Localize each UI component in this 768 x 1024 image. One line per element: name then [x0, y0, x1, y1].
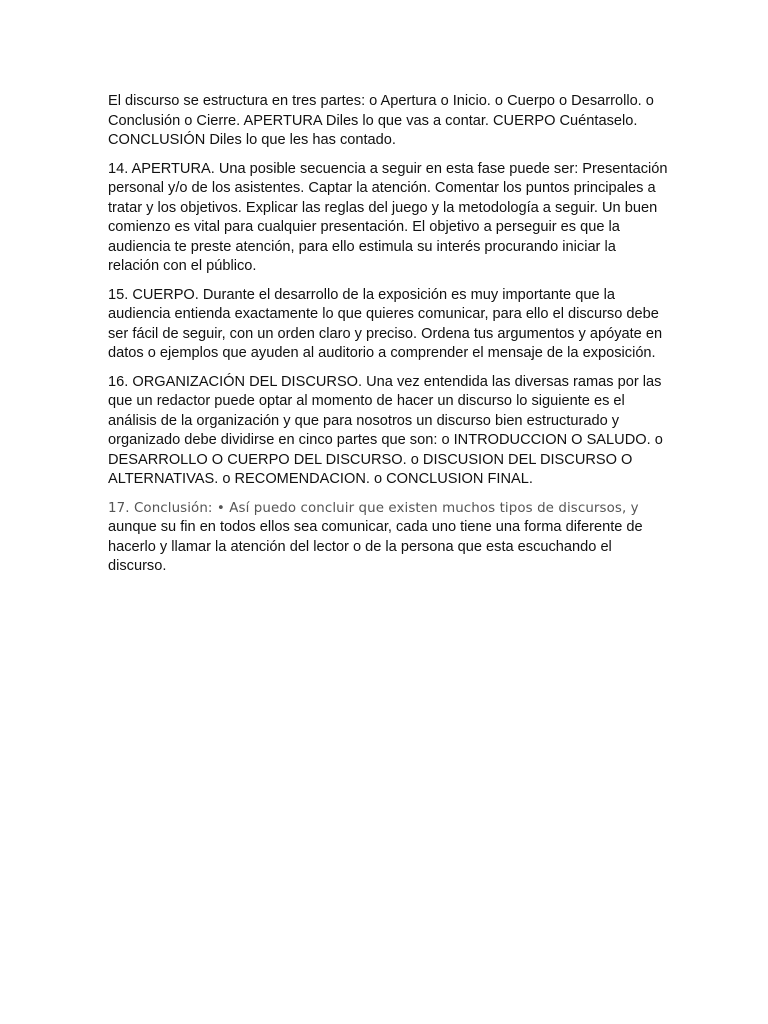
paragraph-structure: El discurso se estructura en tres partes: o Apertura o Inicio. o Cuerpo o Desarrollo. o Conclusión o Cierre. APERTURA Diles lo que vas a contar. CUERPO Cuéntaselo. CONCLUSIÓN Diles lo que les has contado.	[108, 93, 654, 148]
paragraph-apertura: 14. APERTURA. Una posible secuencia a seguir en esta fase puede ser: Presentación personal y/o de los asistentes. Captar la atención. Comentar los puntos principales a tratar y los objetivos. Explicar las reglas del juego y la metodología a seguir. Un buen comienzo es vital para cualquier presentación. El objetivo a perseguir es que la audiencia te preste atención, para ello estimula su interés procurando iniciar la relación con el público.	[108, 160, 668, 274]
conclusion-lead-line: 17. Conclusión: • Así puedo concluir que existen muchos tipos de discursos, y	[108, 500, 639, 516]
conclusion-body: aunque su fin en todos ellos sea comunicar, cada uno tiene una forma diferente de hacerlo y llamar la atención del lector o de la persona que esta escuchando el discurso.	[108, 519, 643, 574]
document-page	[108, 92, 668, 586]
paragraph-cuerpo: 15. CUERPO. Durante el desarrollo de la exposición es muy importante que la audiencia entienda exactamente lo que quieres comunicar, para ello el discurso debe ser fácil de seguir, con un orden claro y preciso. Ordena tus argumentos y apóyate en datos o ejemplos que ayuden al auditorio a comprender el mensaje de la exposición.	[108, 286, 663, 361]
paragraph-organizacion: 16. ORGANIZACIÓN DEL DISCURSO. Una vez entendida las diversas ramas por las que un redactor puede optar al momento de hacer un discurso lo siguiente es el análisis de la organización y que para nosotros un discurso bien estructurado y organizado debe dividirse en cinco partes que son: o INTRODUCCION O SALUDO. o DESARROLLO O CUERPO DEL DISCURSO. o DISCUSION DEL DISCURSO O ALTERNATIVAS. o RECOMENDACION. o CONCLUSION FINAL.	[108, 373, 663, 487]
paragraph-conclusion	[108, 499, 668, 577]
